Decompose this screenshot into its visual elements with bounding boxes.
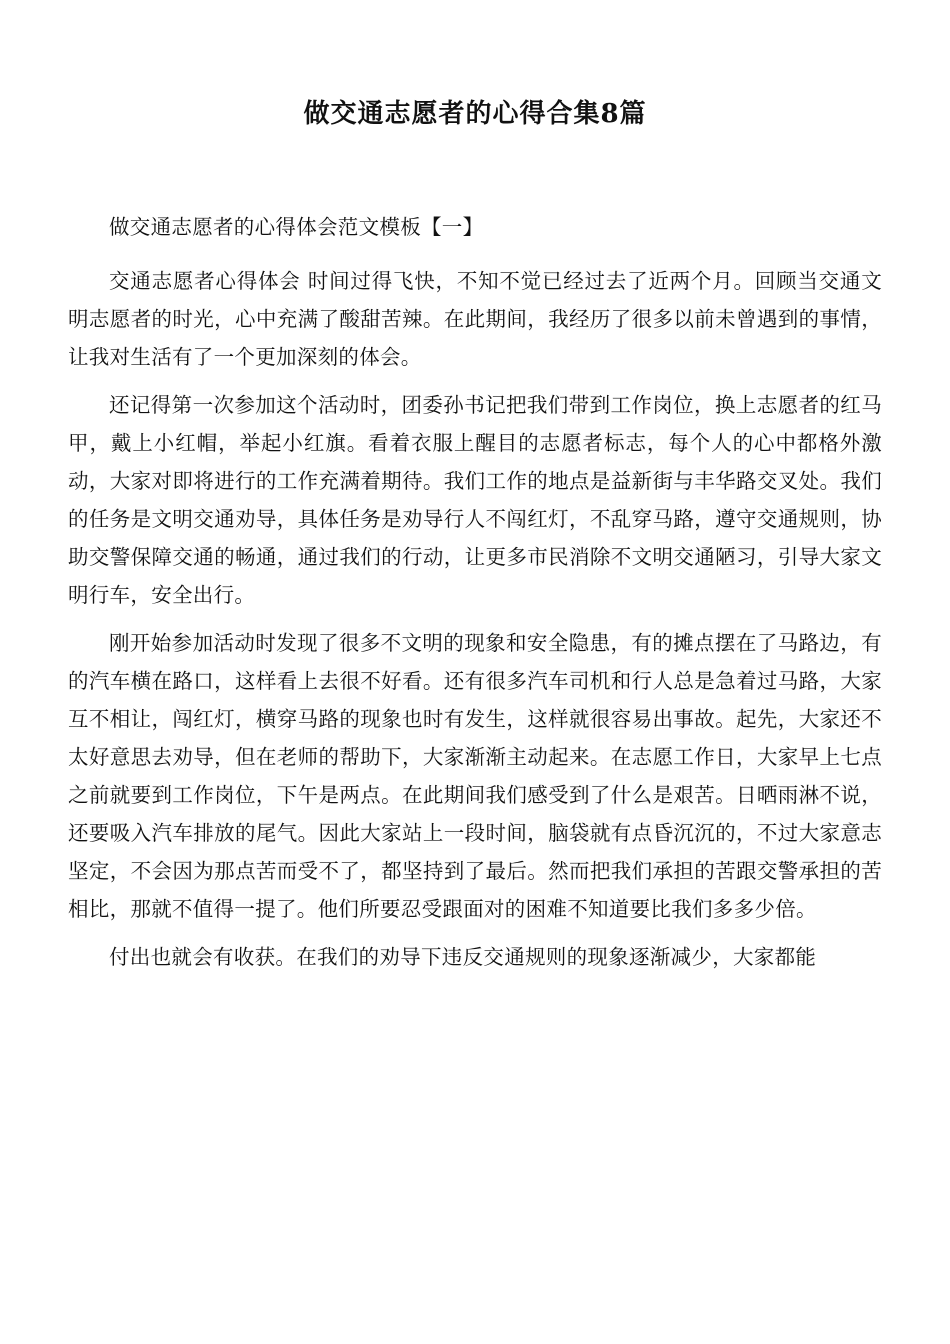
document-title: 做交通志愿者的心得合集8篇 <box>303 99 647 129</box>
section-heading: 做交通志愿者的心得体会范文模板【一】 <box>109 215 484 239</box>
document-body <box>68 208 882 986</box>
paragraph-2: 还记得第一次参加这个活动时，团委孙书记把我们带到工作岗位，换上志愿者的红马甲，戴上小红帽，举起小红旗。看着衣服上醒目的志愿者标志，每个人的心中都格外激动，大家对即将进行的工作充满着期待。我们工作的地点是益新街与丰华路交叉处。我们的任务是文明交通劝导，具体任务是劝导行人不闯红灯，不乱穿马路，遵守交通规则，协助交警保障交通的畅通，通过我们的行动，让更多市民消除不文明交通陋习，引导大家文明行车，安全出行。 <box>68 393 882 607</box>
paragraph-3: 刚开始参加活动时发现了很多不文明的现象和安全隐患，有的摊点摆在了马路边，有的汽车横在路口，这样看上去很不好看。还有很多汽车司机和行人总是急着过马路，大家互不相让，闯红灯，横穿马路的现象也时有发生，这样就很容易出事故。起先，大家还不太好意思去劝导，但在老师的帮助下，大家渐渐主动起来。在志愿工作日，大家早上七点之前就要到工作岗位，下午是两点。在此期间我们感受到了什么是艰苦。日晒雨淋不说，还要吸入汽车排放的尾气。因此大家站上一段时间，脑袋就有点昏沉沉的，不过大家意志坚定，不会因为那点苦而受不了，都坚持到了最后。然而把我们承担的苦跟交警承担的苦相比，那就不值得一提了。他们所要忍受跟面对的困难不知道要比我们多多少倍。 <box>68 631 882 921</box>
paragraph-1: 交通志愿者心得体会 时间过得飞快，不知不觉已经过去了近两个月。回顾当交通文明志愿者的时光，心中充满了酸甜苦辣。在此期间，我经历了很多以前未曾遇到的事情，让我对生活有了一个更加深刻的体会。 <box>68 269 882 369</box>
paragraph-4: 付出也就会有收获。在我们的劝导下违反交通规则的现象逐渐减少，大家都能 <box>109 945 817 969</box>
